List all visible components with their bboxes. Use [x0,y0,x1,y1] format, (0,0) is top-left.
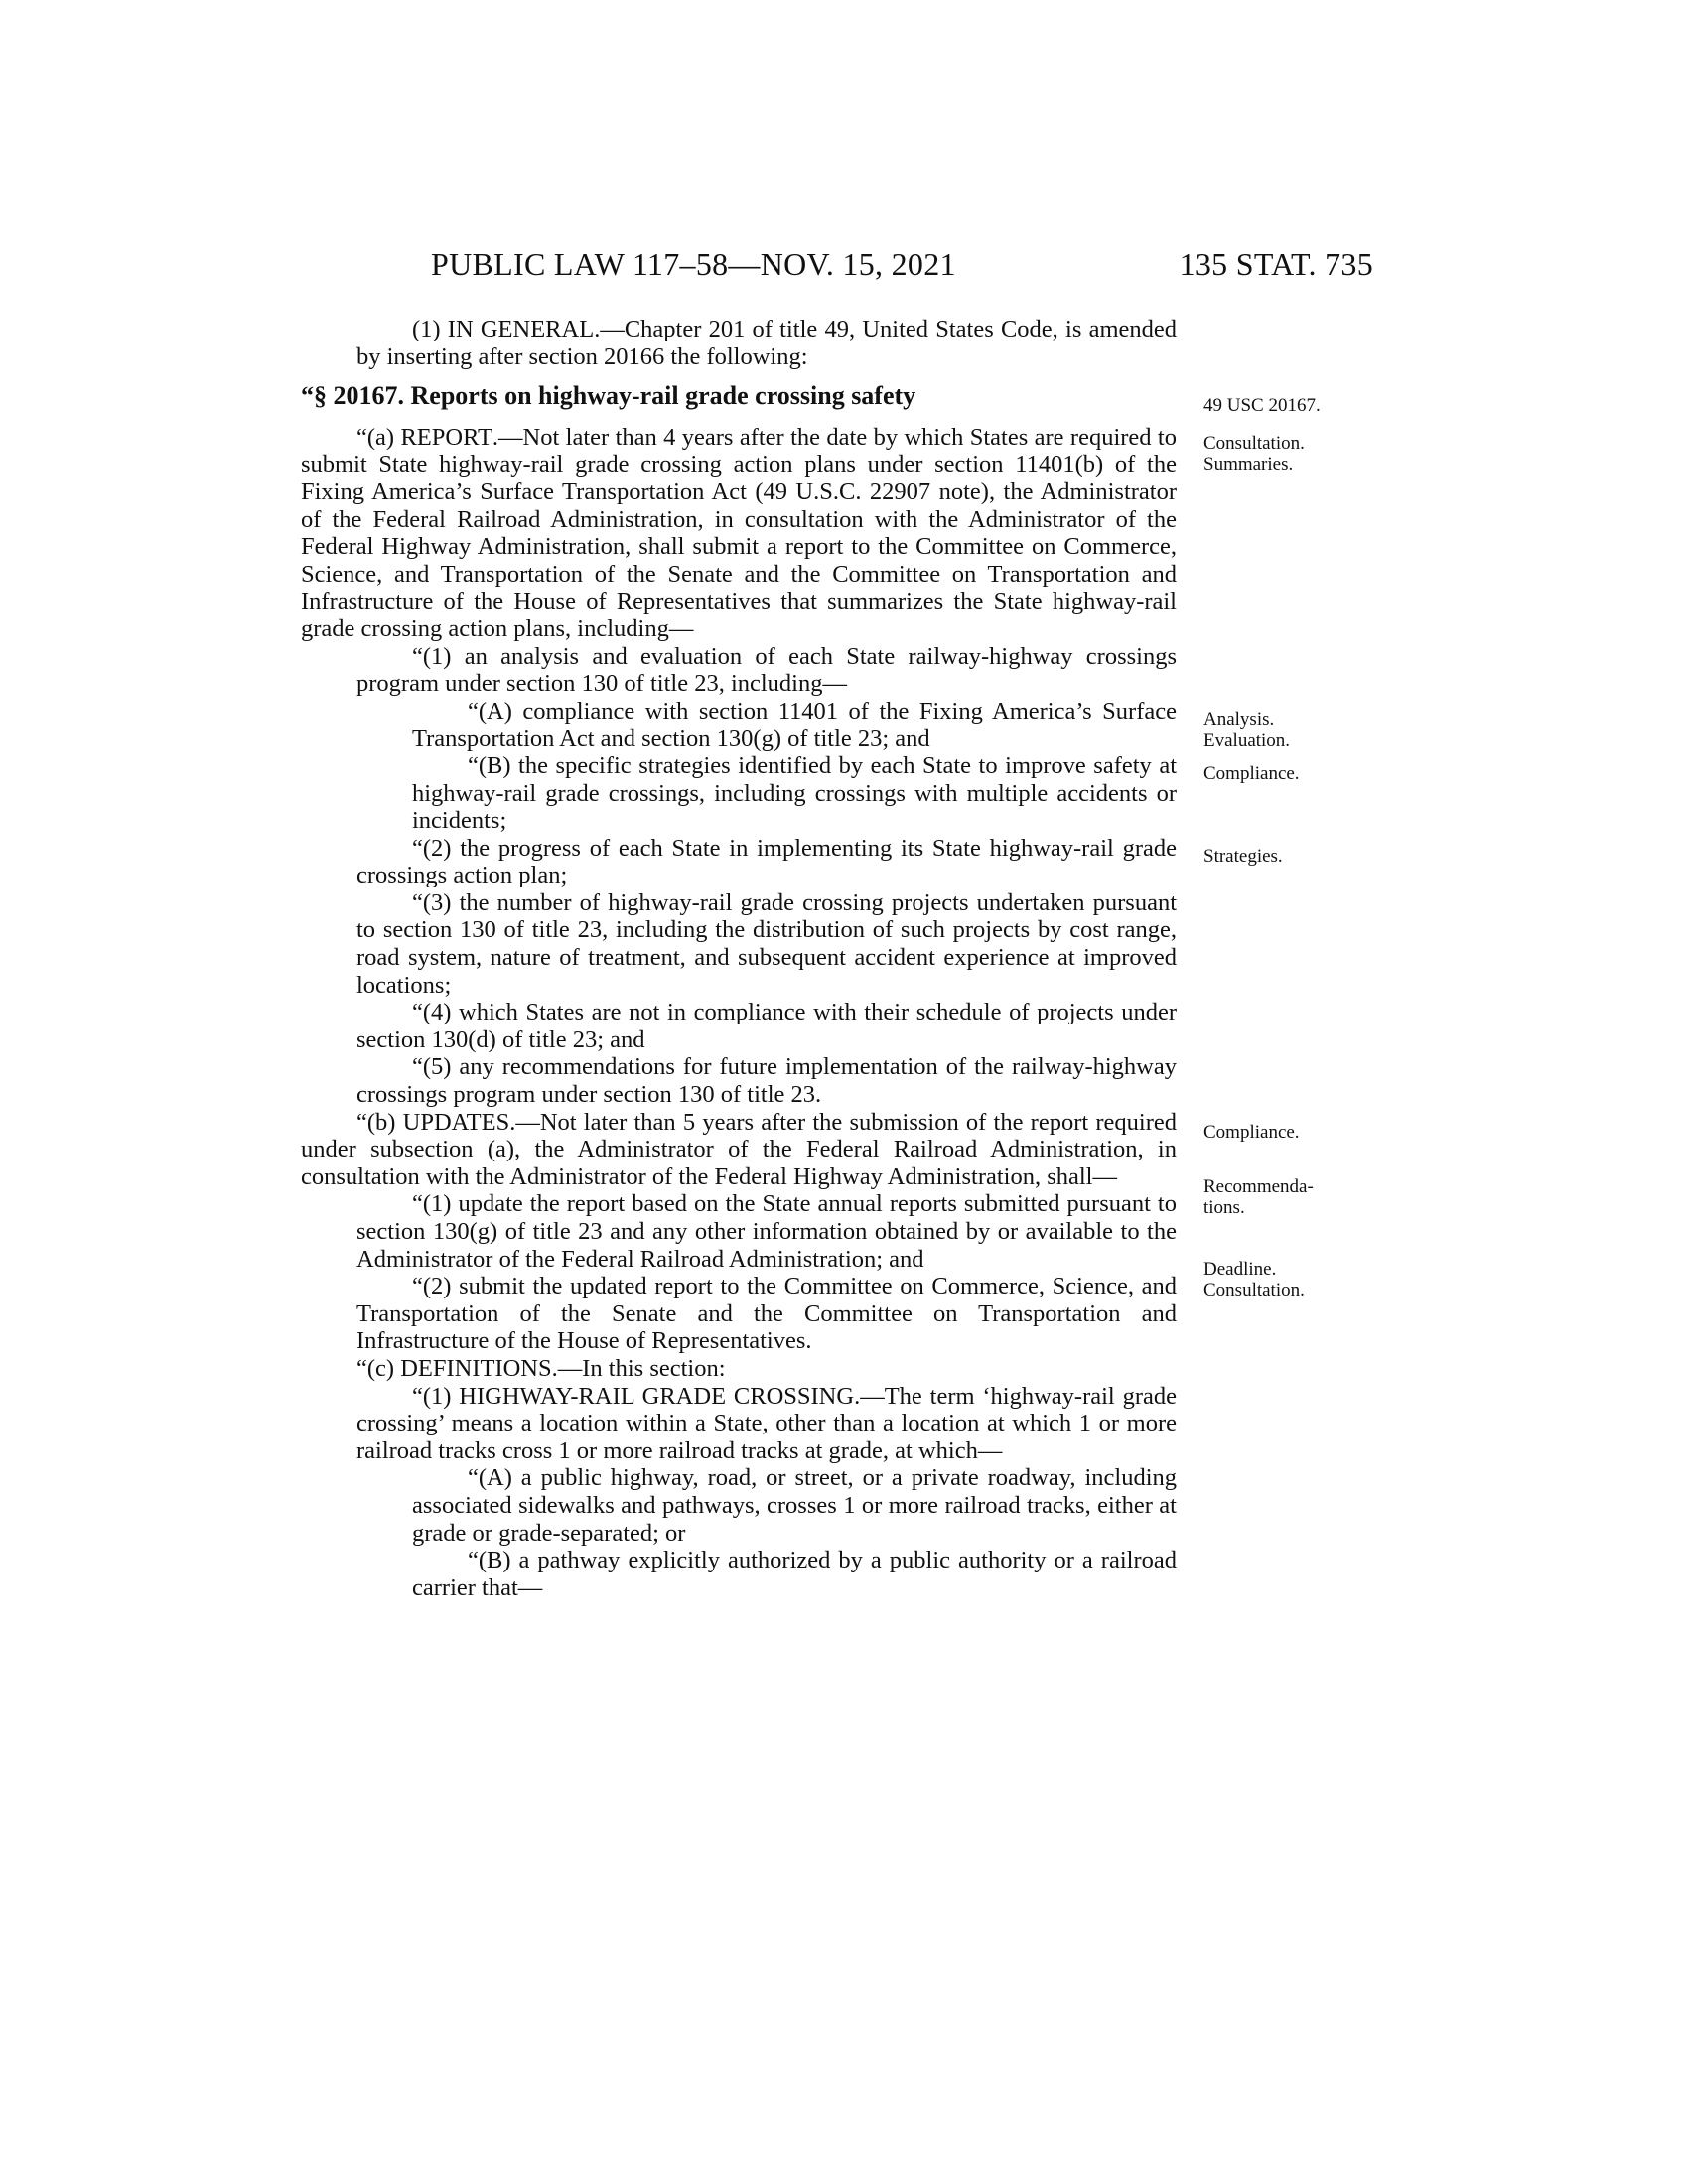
margin-note-consultation-2: Consultation. [1203,1280,1305,1300]
margin-note-analysis: Analysis. [1203,709,1275,730]
paragraph-a2: “(2) the progress of each State in implementing its State highway-rail grade crossings action plan; [356,834,1177,889]
paragraph-c1A: “(A) a public highway, road, or street, or a private roadway, including associated sidewalks and pathways, crosses 1 or more railroad tracks, either at grade or grade-separated; or [412,1464,1177,1547]
subsection-c-definitions: “(c) DEFINITIONS.—In this section: [356,1354,726,1382]
subsection-a-report: “(a) REPORT.—Not later than 4 years after the date by which States are required to submit State highway-rail grade crossing action plans under section 11401(b) of the Fixing America’s Surface Transportation Act (49 U.S.C. 22907 note), the Administrator of the Federal Railroad Administration, in consultation with the Administrator of the Federal Highway Administration, shall submit a report to the Committee on Commerce, Science, and Transportation of the Senate and the Committee on Transportation and Infrastructure of the House of Representatives that summarizes the State highway-rail grade crossing action plans, including— [301,423,1177,642]
margin-note-summaries: Summaries. [1203,454,1294,475]
margin-note-recommendations: Recommenda- [1203,1176,1314,1197]
paragraph-1-in-general: (1) IN GENERAL.—Chapter 201 of title 49, United States Code, is amended by inserting after section 20166 the following: [356,316,1177,370]
paragraph-a5: “(5) any recommendations for future implementation of the railway-highway crossings program under section 130 of title 23. [356,1053,1177,1109]
paragraph-a1: “(1) an analysis and evaluation of each State railway-highway crossings program under section 130 of title 23, including— [356,642,1177,698]
margin-note-strategies: Strategies. [1203,846,1283,867]
paragraph-c1: “(1) HIGHWAY-RAIL GRADE CROSSING.—The term ‘highway-rail grade crossing’ means a location within a State, other than a location at which 1 or more railroad tracks cross 1 or more railroad tracks at grade, at which— [356,1382,1177,1464]
margin-note-deadline: Deadline. [1203,1259,1277,1280]
header-page-number: 135 STAT. 735 [1179,246,1373,282]
paragraph-b1: “(1) update the report based on the State annual reports submitted pursuant to section 130(g) of title 23 and any other information obtained by or available to the Administrator of the Federal Railroad Administration; and [356,1190,1177,1273]
margin-note-consultation: Consultation. [1203,433,1305,454]
margin-note-usc: 49 USC 20167. [1203,395,1321,416]
paragraph-a1B: “(B) the specific strategies identified by each State to improve safety at highway-rail grade crossings, including crossings with multiple accidents or incidents; [412,751,1177,835]
paragraph-a1A: “(A) compliance with section 11401 of the Fixing America’s Surface Transportation Act and section 130(g) of title 23; and [412,697,1177,752]
document-body [301,316,1177,1601]
margin-note-compliance-2: Compliance. [1203,1122,1300,1143]
paragraph-c1B: “(B) a pathway explicitly authorized by a public authority or a railroad carrier that— [412,1547,1177,1601]
subsection-b-updates: “(b) UPDATES.—Not later than 5 years after the submission of the report required under subsection (a), the Administrator of the Federal Railroad Administration, in consultation with the Administrator of the Federal Highway Administration, shall— [301,1108,1177,1190]
margin-note-evaluation: Evaluation. [1203,730,1291,751]
margin-note-compliance: Compliance. [1203,763,1300,784]
margin-note-recommendations-cont: tions. [1203,1197,1245,1218]
section-heading: “§ 20167. Reports on highway-rail grade crossing safety [301,381,916,411]
paragraph-a3: “(3) the number of highway-rail grade crossing projects undertaken pursuant to section 130 of title 23, including the distribution of such projects by cost range, road system, nature of treatment, and subsequent accident experience at improved locations; [356,888,1177,999]
header-title: PUBLIC LAW 117–58—NOV. 15, 2021 [431,246,956,282]
paragraph-b2: “(2) submit the updated report to the Committee on Commerce, Science, and Transportation of the Senate and the Committee on Transportation and Infrastructure of the House of Representatives. [356,1273,1177,1355]
page-header [301,246,1373,286]
paragraph-a4: “(4) which States are not in compliance with their schedule of projects under section 130(d) of title 23; and [356,999,1177,1053]
